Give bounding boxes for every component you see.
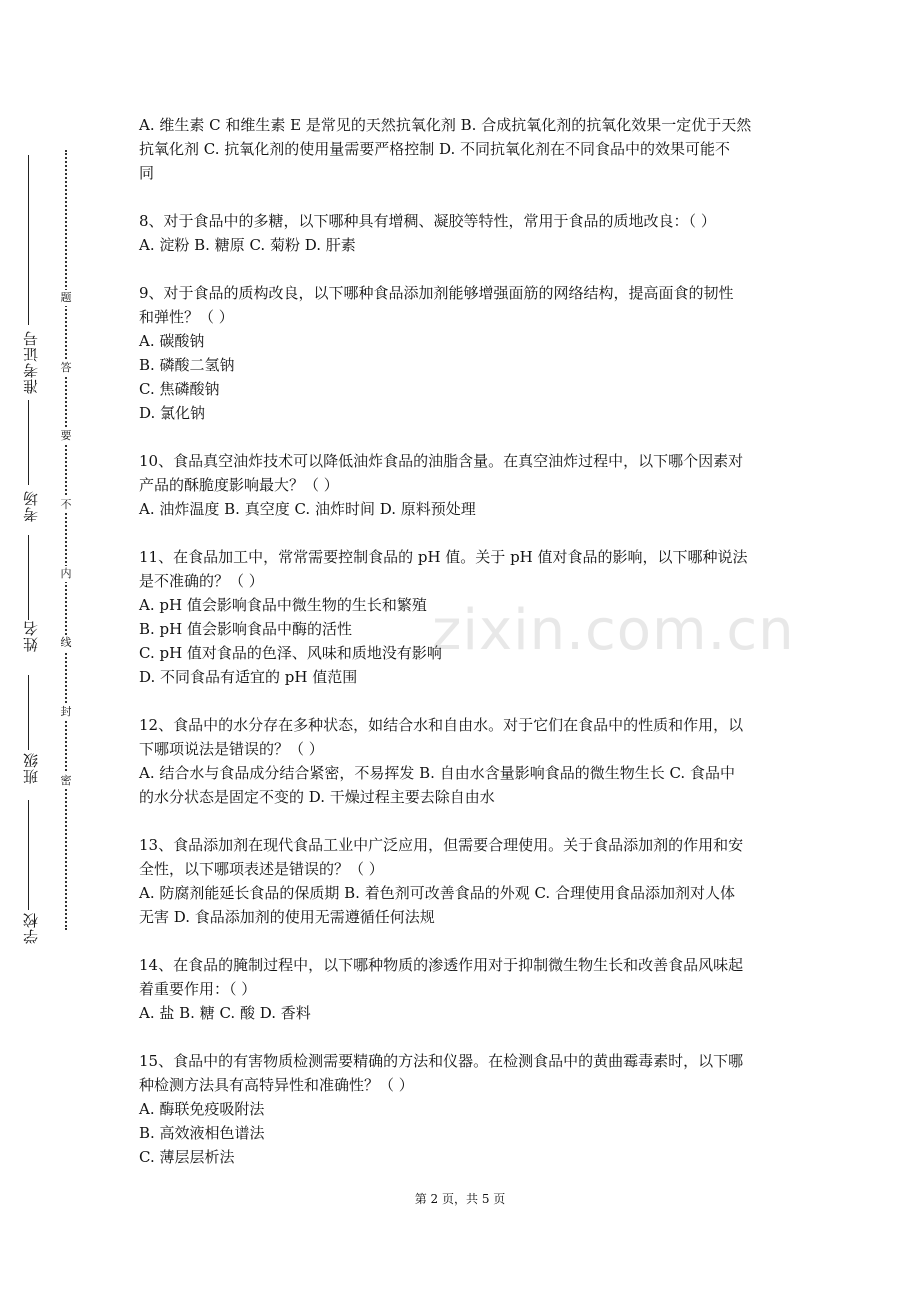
question-block [139, 545, 794, 689]
exam-number-underline [28, 155, 29, 325]
question-line: 产品的酥脆度影响最大？（ ） [139, 476, 339, 494]
question-line: D. 氯化钠 [139, 404, 206, 422]
question-line: 全性，以下哪项表述是错误的？（ ） [139, 860, 384, 878]
exam-room-label: 考场 [22, 490, 40, 522]
question-block [139, 713, 794, 809]
question-line: 13、食品添加剂在现代食品工业中广泛应用，但需要合理使用。关于食品添加剂的作用和安 [139, 836, 744, 854]
question-line: A. 维生素 C 和维生素 E 是常见的天然抗氧化剂 B. 合成抗氧化剂的抗氧化效果一定优于天然 [139, 116, 752, 134]
question-block [139, 209, 794, 257]
question-line: B. 磷酸二氢钠 [139, 356, 235, 374]
page-footer: 第 2 页，共 5 页 [414, 1192, 506, 1206]
question-line: 是不准确的？（ ） [139, 572, 264, 590]
question-line: A. 碳酸钠 [139, 332, 205, 350]
question-line: A. 盐 B. 糖 C. 酸 D. 香料 [139, 1004, 311, 1022]
question-line: A. 淀粉 B. 糖原 C. 菊粉 D. 肝素 [139, 236, 356, 254]
name-label: 姓名 [22, 620, 40, 652]
question-line: C. 焦磷酸钠 [139, 380, 220, 398]
seal-dotted-line [65, 150, 67, 930]
seal-char: 线 [60, 636, 72, 649]
question-line: 和弹性？（ ） [139, 308, 234, 326]
seal-char: 内 [60, 567, 72, 580]
binding-margin [0, 0, 90, 1302]
seal-char: 题 [60, 291, 72, 304]
question-block [139, 1049, 794, 1169]
seal-char: 密 [60, 774, 72, 787]
question-line: A. 酶联免疫吸附法 [139, 1100, 265, 1118]
exam-room-underline [28, 400, 29, 485]
question-line: 10、食品真空油炸技术可以降低油炸食品的油脂含量。在真空油炸过程中，以下哪个因素对 [139, 452, 744, 470]
question-block [139, 953, 794, 1025]
question-line: 11、在食品加工中，常常需要控制食品的 pH 值。关于 pH 值对食品的影响，以下哪种说法 [139, 548, 748, 566]
question-line: 8、对于食品中的多糖，以下哪种具有增稠、凝胶等特性，常用于食品的质地改良：（ ） [139, 212, 716, 230]
seal-char: 答 [60, 361, 72, 374]
question-block [139, 113, 794, 185]
question-line: 9、对于食品的质构改良，以下哪种食品添加剂能够增强面筋的网络结构，提高面食的韧性 [139, 284, 734, 302]
class-underline [28, 675, 29, 750]
question-line: 14、在食品的腌制过程中，以下哪种物质的渗透作用对于抑制微生物生长和改善食品风味起 [139, 956, 744, 974]
question-line: C. 薄层层析法 [139, 1148, 235, 1166]
school-underline [28, 800, 29, 910]
question-line: A. 结合水与食品成分结合紧密，不易挥发 B. 自由水含量影响食品的微生物生长 C. 食品中 [139, 764, 735, 782]
question-line: 种检测方法具有高特异性和准确性？（ ） [139, 1076, 414, 1094]
question-list [139, 113, 794, 1193]
seal-char: 不 [60, 498, 72, 511]
seal-char: 要 [60, 429, 72, 442]
watermark: zixin.com.cn [432, 598, 795, 663]
question-line: 无害 D. 食品添加剂的使用无需遵循任何法规 [139, 908, 435, 926]
seal-char: 封 [60, 705, 72, 718]
question-line: A. pH 值会影响食品中微生物的生长和繁殖 [139, 596, 427, 614]
question-line: 的水分状态是固定不变的 D. 干燥过程主要去除自由水 [139, 788, 495, 806]
question-line: 抗氧化剂 C. 抗氧化剂的使用量需要严格控制 D. 不同抗氧化剂在不同食品中的效果可能不 [139, 140, 731, 158]
question-block [139, 281, 794, 425]
name-underline [28, 535, 29, 620]
question-line: 同 [139, 164, 155, 182]
question-line: A. 防腐剂能延长食品的保质期 B. 着色剂可改善食品的外观 C. 合理使用食品添加剂对人体 [139, 884, 735, 902]
class-label: 班级 [22, 752, 40, 784]
question-line: 下哪项说法是错误的？（ ） [139, 740, 324, 758]
question-line: B. 高效液相色谱法 [139, 1124, 265, 1142]
question-block [139, 449, 794, 521]
question-line: 15、食品中的有害物质检测需要精确的方法和仪器。在检测食品中的黄曲霉毒素时，以下哪 [139, 1052, 744, 1070]
question-line: 着重要作用：（ ） [139, 980, 257, 998]
question-line: B. pH 值会影响食品中酶的活性 [139, 620, 353, 638]
question-line: C. pH 值对食品的色泽、风味和质地没有影响 [139, 644, 442, 662]
question-line: D. 不同食品有适宜的 pH 值范围 [139, 668, 358, 686]
exam-number-label: 准考证号 [22, 330, 40, 394]
school-label: 学校 [22, 912, 40, 944]
question-line: A. 油炸温度 B. 真空度 C. 油炸时间 D. 原料预处理 [139, 500, 476, 518]
question-block [139, 833, 794, 929]
question-line: 12、食品中的水分存在多种状态，如结合水和自由水。对于它们在食品中的性质和作用，以 [139, 716, 744, 734]
